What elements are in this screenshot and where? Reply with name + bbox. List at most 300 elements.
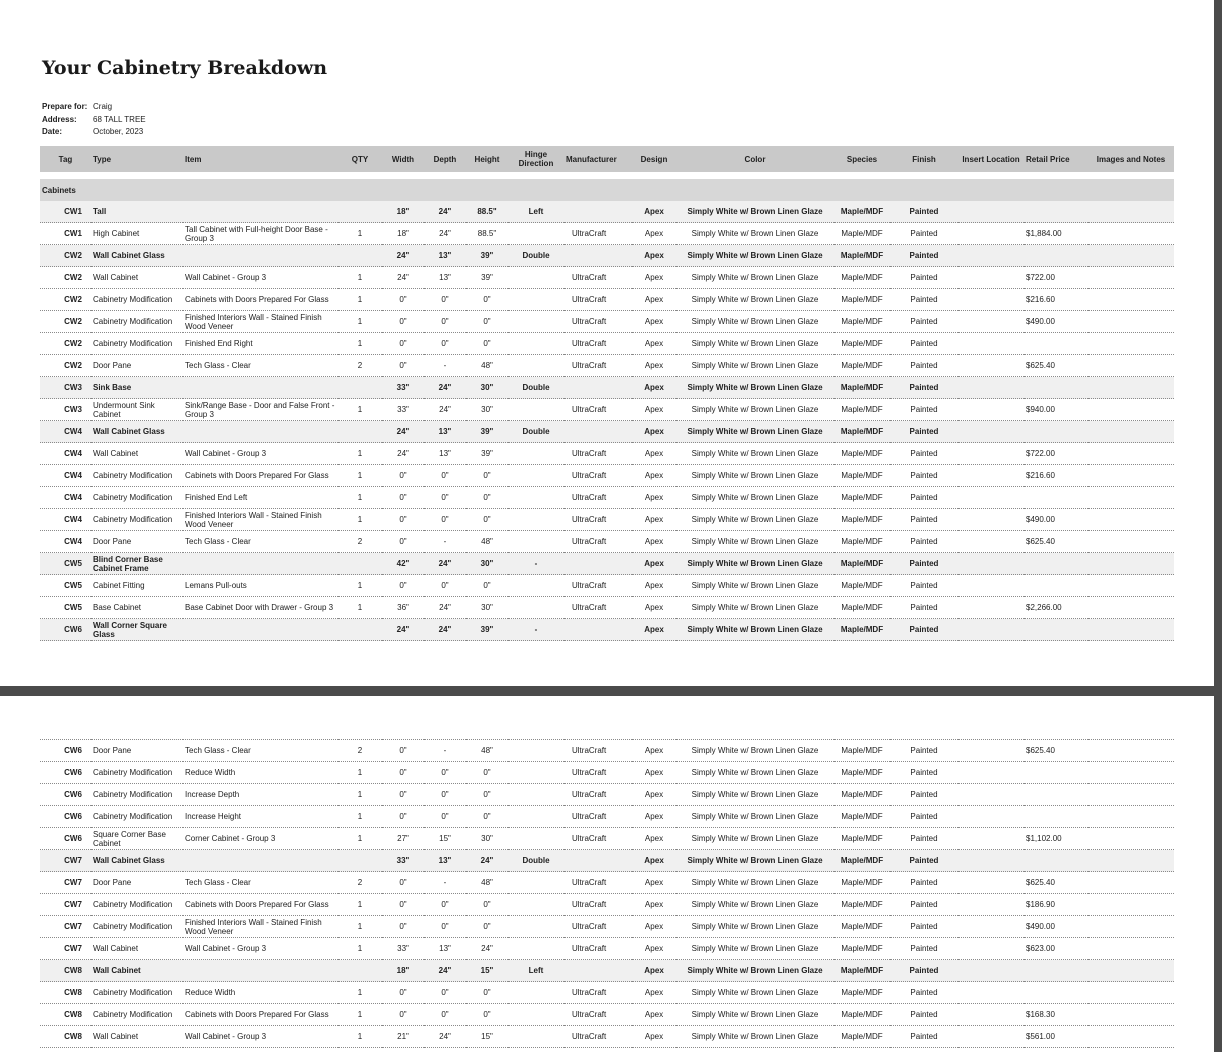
cell-qty: 1: [338, 982, 382, 1004]
cell-type: Door Pane: [91, 355, 183, 377]
cell-tag: CW4: [40, 443, 91, 465]
cell-finish: Painted: [890, 982, 958, 1004]
section-label: Cabinets: [40, 179, 1174, 201]
cell-manufacturer: UltraCraft: [564, 916, 632, 938]
cell-species: Maple/MDF: [834, 850, 890, 872]
cell-width: 33": [382, 399, 424, 421]
table-group-row: [40, 421, 1174, 443]
cell-species: Maple/MDF: [834, 575, 890, 597]
column-header-design: Design: [632, 146, 676, 172]
cell-images-and-notes: [1088, 784, 1174, 806]
cell-width: 36": [382, 597, 424, 619]
cell-insert-location: [958, 487, 1024, 509]
cell-width: 24": [382, 267, 424, 289]
cell-width: 0": [382, 872, 424, 894]
cell-design: Apex: [632, 311, 676, 333]
cell-qty: [338, 245, 382, 267]
column-header-item: Item: [183, 146, 338, 172]
cell-qty: [338, 553, 382, 575]
cell-item: Cabinets with Doors Prepared For Glass: [183, 894, 338, 916]
table-row: [40, 267, 1174, 289]
meta-value: October, 2023: [93, 127, 144, 136]
cell-type: Door Pane: [91, 531, 183, 553]
cell-qty: 2: [338, 531, 382, 553]
cell-images-and-notes: [1088, 1026, 1174, 1048]
cell-species: Maple/MDF: [834, 597, 890, 619]
cell-hinge-direction: [508, 531, 564, 553]
cell-images-and-notes: [1088, 916, 1174, 938]
cell-finish: Painted: [890, 850, 958, 872]
cell-design: Apex: [632, 784, 676, 806]
cell-type: Cabinetry Modification: [91, 784, 183, 806]
cell-insert-location: [958, 267, 1024, 289]
cell-insert-location: [958, 443, 1024, 465]
cell-hinge-direction: [508, 938, 564, 960]
cell-hinge-direction: [508, 575, 564, 597]
table-row: [40, 806, 1174, 828]
cell-retail-price: $625.40: [1024, 740, 1088, 762]
cell-item: Corner Cabinet - Group 3: [183, 828, 338, 850]
cell-species: Maple/MDF: [834, 487, 890, 509]
cell-manufacturer: UltraCraft: [564, 311, 632, 333]
cell-species: Maple/MDF: [834, 201, 890, 223]
cell-type: Door Pane: [91, 872, 183, 894]
cell-retail-price: [1024, 333, 1088, 355]
cell-insert-location: [958, 894, 1024, 916]
column-header-species: Species: [834, 146, 890, 172]
cell-tag: CW7: [40, 938, 91, 960]
cell-manufacturer: UltraCraft: [564, 443, 632, 465]
cell-species: Maple/MDF: [834, 982, 890, 1004]
cell-height: 0": [466, 806, 508, 828]
cell-hinge-direction: [508, 1026, 564, 1048]
cell-qty: 1: [338, 465, 382, 487]
meta-row-prepare-for: [42, 101, 146, 114]
cell-manufacturer: [564, 377, 632, 399]
cell-insert-location: [958, 575, 1024, 597]
cell-depth: 0": [424, 982, 466, 1004]
cell-height: 88.5": [466, 201, 508, 223]
cell-retail-price: $623.00: [1024, 938, 1088, 960]
cell-finish: Painted: [890, 223, 958, 245]
cell-item: Tech Glass - Clear: [183, 872, 338, 894]
cell-finish: Painted: [890, 740, 958, 762]
cell-height: 0": [466, 575, 508, 597]
cell-qty: 1: [338, 894, 382, 916]
cell-color: Simply White w/ Brown Linen Glaze: [676, 399, 834, 421]
cell-manufacturer: UltraCraft: [564, 399, 632, 421]
cell-item: Finished Interiors Wall - Stained Finish Wood Veneer: [183, 311, 338, 333]
cell-manufacturer: UltraCraft: [564, 333, 632, 355]
cell-species: Maple/MDF: [834, 509, 890, 531]
cell-design: Apex: [632, 333, 676, 355]
cell-retail-price: [1024, 619, 1088, 641]
cell-finish: Painted: [890, 960, 958, 982]
cell-qty: 1: [338, 333, 382, 355]
cell-height: 0": [466, 916, 508, 938]
cell-images-and-notes: [1088, 289, 1174, 311]
cell-color: Simply White w/ Brown Linen Glaze: [676, 421, 834, 443]
cell-design: Apex: [632, 938, 676, 960]
cell-height: 15": [466, 1026, 508, 1048]
cell-retail-price: $625.40: [1024, 355, 1088, 377]
cell-tag: CW5: [40, 597, 91, 619]
cell-manufacturer: UltraCraft: [564, 509, 632, 531]
cell-hinge-direction: [508, 355, 564, 377]
cell-tag: CW2: [40, 355, 91, 377]
cell-qty: 2: [338, 355, 382, 377]
column-header-depth: Depth: [424, 146, 466, 172]
cell-hinge-direction: [508, 784, 564, 806]
cell-retail-price: $1,884.00: [1024, 223, 1088, 245]
cell-manufacturer: UltraCraft: [564, 982, 632, 1004]
cell-species: Maple/MDF: [834, 938, 890, 960]
column-header-insert-location: Insert Location: [958, 146, 1024, 172]
cell-insert-location: [958, 223, 1024, 245]
cell-hinge-direction: Double: [508, 245, 564, 267]
cell-color: Simply White w/ Brown Linen Glaze: [676, 531, 834, 553]
cell-hinge-direction: [508, 597, 564, 619]
cell-species: Maple/MDF: [834, 465, 890, 487]
cell-hinge-direction: [508, 311, 564, 333]
cell-finish: Painted: [890, 311, 958, 333]
cell-type: Undermount Sink Cabinet: [91, 399, 183, 421]
cell-retail-price: [1024, 784, 1088, 806]
cell-insert-location: [958, 806, 1024, 828]
cell-width: 24": [382, 245, 424, 267]
cell-item: Cabinets with Doors Prepared For Glass: [183, 1004, 338, 1026]
cell-design: Apex: [632, 289, 676, 311]
cell-images-and-notes: [1088, 377, 1174, 399]
cell-images-and-notes: [1088, 1004, 1174, 1026]
table-group-row: [40, 960, 1174, 982]
cell-item: [183, 619, 338, 641]
cell-insert-location: [958, 421, 1024, 443]
cell-species: Maple/MDF: [834, 1026, 890, 1048]
cell-images-and-notes: [1088, 894, 1174, 916]
cell-design: Apex: [632, 597, 676, 619]
table-row: [40, 1026, 1174, 1048]
cell-height: 39": [466, 245, 508, 267]
cell-finish: Painted: [890, 597, 958, 619]
cell-species: Maple/MDF: [834, 377, 890, 399]
cell-tag: CW7: [40, 872, 91, 894]
cell-retail-price: [1024, 982, 1088, 1004]
meta-label: Prepare for:: [42, 102, 88, 111]
cell-color: Simply White w/ Brown Linen Glaze: [676, 443, 834, 465]
cell-manufacturer: UltraCraft: [564, 1026, 632, 1048]
cell-finish: Painted: [890, 531, 958, 553]
cell-item: Reduce Width: [183, 762, 338, 784]
cell-manufacturer: UltraCraft: [564, 223, 632, 245]
cell-species: Maple/MDF: [834, 399, 890, 421]
cell-insert-location: [958, 245, 1024, 267]
cell-depth: 0": [424, 762, 466, 784]
cell-type: Blind Corner Base Cabinet Frame: [91, 553, 183, 575]
cell-finish: Painted: [890, 509, 958, 531]
cell-design: Apex: [632, 619, 676, 641]
cell-item: Increase Height: [183, 806, 338, 828]
cell-images-and-notes: [1088, 828, 1174, 850]
cabinetry-table-continued: [40, 739, 1174, 1048]
cell-species: Maple/MDF: [834, 784, 890, 806]
cell-qty: 1: [338, 575, 382, 597]
cell-width: 33": [382, 938, 424, 960]
cell-depth: 13": [424, 938, 466, 960]
cell-hinge-direction: [508, 509, 564, 531]
cell-depth: 13": [424, 850, 466, 872]
cell-images-and-notes: [1088, 553, 1174, 575]
cell-height: 0": [466, 487, 508, 509]
cell-height: 0": [466, 333, 508, 355]
cell-insert-location: [958, 399, 1024, 421]
table-row: [40, 982, 1174, 1004]
cell-finish: Painted: [890, 245, 958, 267]
table-row: [40, 762, 1174, 784]
cell-manufacturer: [564, 201, 632, 223]
cell-depth: 0": [424, 509, 466, 531]
cell-width: 0": [382, 531, 424, 553]
cell-type: Cabinetry Modification: [91, 509, 183, 531]
cell-species: Maple/MDF: [834, 740, 890, 762]
cell-retail-price: $1,102.00: [1024, 828, 1088, 850]
cell-tag: CW4: [40, 531, 91, 553]
cell-type: Cabinetry Modification: [91, 1004, 183, 1026]
cell-hinge-direction: Left: [508, 960, 564, 982]
cell-color: Simply White w/ Brown Linen Glaze: [676, 938, 834, 960]
cell-qty: 1: [338, 487, 382, 509]
cell-hinge-direction: [508, 872, 564, 894]
cell-type: Wall Cabinet: [91, 960, 183, 982]
cell-qty: [338, 960, 382, 982]
cell-species: Maple/MDF: [834, 960, 890, 982]
cell-qty: 1: [338, 509, 382, 531]
cell-tag: CW8: [40, 982, 91, 1004]
table-row: [40, 575, 1174, 597]
table-row: [40, 828, 1174, 850]
cell-insert-location: [958, 355, 1024, 377]
cell-hinge-direction: [508, 399, 564, 421]
cell-retail-price: [1024, 421, 1088, 443]
cell-depth: 0": [424, 465, 466, 487]
cell-color: Simply White w/ Brown Linen Glaze: [676, 553, 834, 575]
cell-depth: -: [424, 740, 466, 762]
column-header-retail-price: Retail Price: [1024, 146, 1088, 172]
cell-finish: Painted: [890, 399, 958, 421]
cell-retail-price: $625.40: [1024, 531, 1088, 553]
cell-item: Increase Depth: [183, 784, 338, 806]
cell-insert-location: [958, 333, 1024, 355]
cell-insert-location: [958, 619, 1024, 641]
cell-species: Maple/MDF: [834, 762, 890, 784]
cell-manufacturer: UltraCraft: [564, 575, 632, 597]
cell-finish: Painted: [890, 1004, 958, 1026]
cell-images-and-notes: [1088, 575, 1174, 597]
cell-height: 48": [466, 872, 508, 894]
customer-info: [42, 101, 146, 139]
cell-hinge-direction: [508, 1004, 564, 1026]
cell-depth: 24": [424, 619, 466, 641]
cell-color: Simply White w/ Brown Linen Glaze: [676, 916, 834, 938]
table-row: [40, 289, 1174, 311]
cell-images-and-notes: [1088, 245, 1174, 267]
cell-finish: Painted: [890, 201, 958, 223]
cell-height: 48": [466, 355, 508, 377]
cell-manufacturer: [564, 960, 632, 982]
cell-height: 15": [466, 960, 508, 982]
cell-manufacturer: UltraCraft: [564, 894, 632, 916]
cell-manufacturer: UltraCraft: [564, 267, 632, 289]
cell-finish: Painted: [890, 333, 958, 355]
cell-width: 0": [382, 355, 424, 377]
cell-insert-location: [958, 850, 1024, 872]
cell-qty: 1: [338, 1004, 382, 1026]
cell-manufacturer: UltraCraft: [564, 465, 632, 487]
cell-design: Apex: [632, 894, 676, 916]
cell-type: High Cabinet: [91, 223, 183, 245]
cell-design: Apex: [632, 553, 676, 575]
cell-retail-price: [1024, 245, 1088, 267]
cell-type: Cabinetry Modification: [91, 982, 183, 1004]
cell-type: Wall Cabinet Glass: [91, 850, 183, 872]
cell-images-and-notes: [1088, 982, 1174, 1004]
cell-retail-price: [1024, 762, 1088, 784]
cell-images-and-notes: [1088, 267, 1174, 289]
cell-hinge-direction: Double: [508, 377, 564, 399]
cell-images-and-notes: [1088, 740, 1174, 762]
cell-height: 24": [466, 850, 508, 872]
cell-finish: Painted: [890, 355, 958, 377]
cell-finish: Painted: [890, 784, 958, 806]
cell-manufacturer: [564, 619, 632, 641]
cell-width: 0": [382, 487, 424, 509]
cell-depth: -: [424, 355, 466, 377]
cell-insert-location: [958, 784, 1024, 806]
table-row: [40, 894, 1174, 916]
cell-manufacturer: UltraCraft: [564, 872, 632, 894]
cell-qty: 1: [338, 399, 382, 421]
cell-design: Apex: [632, 443, 676, 465]
cell-manufacturer: UltraCraft: [564, 487, 632, 509]
cell-qty: 1: [338, 443, 382, 465]
cell-height: 48": [466, 531, 508, 553]
cell-width: 0": [382, 894, 424, 916]
cell-design: Apex: [632, 355, 676, 377]
cell-hinge-direction: [508, 289, 564, 311]
cell-qty: [338, 201, 382, 223]
cell-height: 30": [466, 377, 508, 399]
cell-width: 0": [382, 575, 424, 597]
cell-finish: Painted: [890, 487, 958, 509]
cell-insert-location: [958, 740, 1024, 762]
cell-depth: -: [424, 531, 466, 553]
cell-manufacturer: UltraCraft: [564, 828, 632, 850]
cell-item: Wall Cabinet - Group 3: [183, 1026, 338, 1048]
cell-depth: 24": [424, 377, 466, 399]
table-header-row: [40, 146, 1174, 172]
cell-color: Simply White w/ Brown Linen Glaze: [676, 1004, 834, 1026]
cell-insert-location: [958, 960, 1024, 982]
cell-hinge-direction: [508, 740, 564, 762]
cell-item: Finished Interiors Wall - Stained Finish Wood Veneer: [183, 509, 338, 531]
cell-finish: Painted: [890, 443, 958, 465]
cell-finish: Painted: [890, 828, 958, 850]
cell-tag: CW1: [40, 201, 91, 223]
cell-height: 88.5": [466, 223, 508, 245]
table-group-row: [40, 377, 1174, 399]
cell-insert-location: [958, 201, 1024, 223]
cell-height: 30": [466, 399, 508, 421]
cell-depth: 15": [424, 828, 466, 850]
cell-qty: [338, 421, 382, 443]
cell-type: Cabinetry Modification: [91, 916, 183, 938]
cell-width: 0": [382, 509, 424, 531]
cell-tag: CW6: [40, 828, 91, 850]
cell-retail-price: $168.30: [1024, 1004, 1088, 1026]
table-row: [40, 740, 1174, 762]
cell-width: 0": [382, 916, 424, 938]
table-row: [40, 355, 1174, 377]
cell-insert-location: [958, 531, 1024, 553]
cell-insert-location: [958, 872, 1024, 894]
cell-retail-price: [1024, 575, 1088, 597]
cell-width: 0": [382, 1004, 424, 1026]
cell-tag: CW7: [40, 894, 91, 916]
cell-species: Maple/MDF: [834, 223, 890, 245]
cell-height: 30": [466, 828, 508, 850]
cell-depth: 13": [424, 267, 466, 289]
cell-type: Wall Cabinet: [91, 267, 183, 289]
cell-depth: 0": [424, 916, 466, 938]
cell-width: 18": [382, 960, 424, 982]
cell-width: 0": [382, 806, 424, 828]
cell-hinge-direction: [508, 487, 564, 509]
cell-item: Cabinets with Doors Prepared For Glass: [183, 465, 338, 487]
cell-tag: CW8: [40, 1004, 91, 1026]
cell-images-and-notes: [1088, 223, 1174, 245]
section-row-cabinets: [40, 179, 1174, 201]
cell-hinge-direction: [508, 762, 564, 784]
cell-depth: 0": [424, 784, 466, 806]
cell-design: Apex: [632, 399, 676, 421]
cell-design: Apex: [632, 201, 676, 223]
cell-design: Apex: [632, 575, 676, 597]
cell-depth: 0": [424, 487, 466, 509]
cell-manufacturer: UltraCraft: [564, 762, 632, 784]
table-row: [40, 509, 1174, 531]
cell-manufacturer: UltraCraft: [564, 355, 632, 377]
cell-height: 30": [466, 597, 508, 619]
table-row: [40, 872, 1174, 894]
cell-height: 48": [466, 740, 508, 762]
cell-width: 0": [382, 289, 424, 311]
cell-retail-price: $216.60: [1024, 465, 1088, 487]
cell-manufacturer: UltraCraft: [564, 938, 632, 960]
cell-insert-location: [958, 311, 1024, 333]
cell-retail-price: [1024, 553, 1088, 575]
cell-images-and-notes: [1088, 938, 1174, 960]
cell-height: 0": [466, 311, 508, 333]
cell-species: Maple/MDF: [834, 894, 890, 916]
cell-hinge-direction: [508, 806, 564, 828]
table-row: [40, 443, 1174, 465]
cell-manufacturer: UltraCraft: [564, 1004, 632, 1026]
cell-design: Apex: [632, 509, 676, 531]
cell-qty: 1: [338, 289, 382, 311]
cell-images-and-notes: [1088, 443, 1174, 465]
cell-design: Apex: [632, 487, 676, 509]
cell-height: 0": [466, 289, 508, 311]
